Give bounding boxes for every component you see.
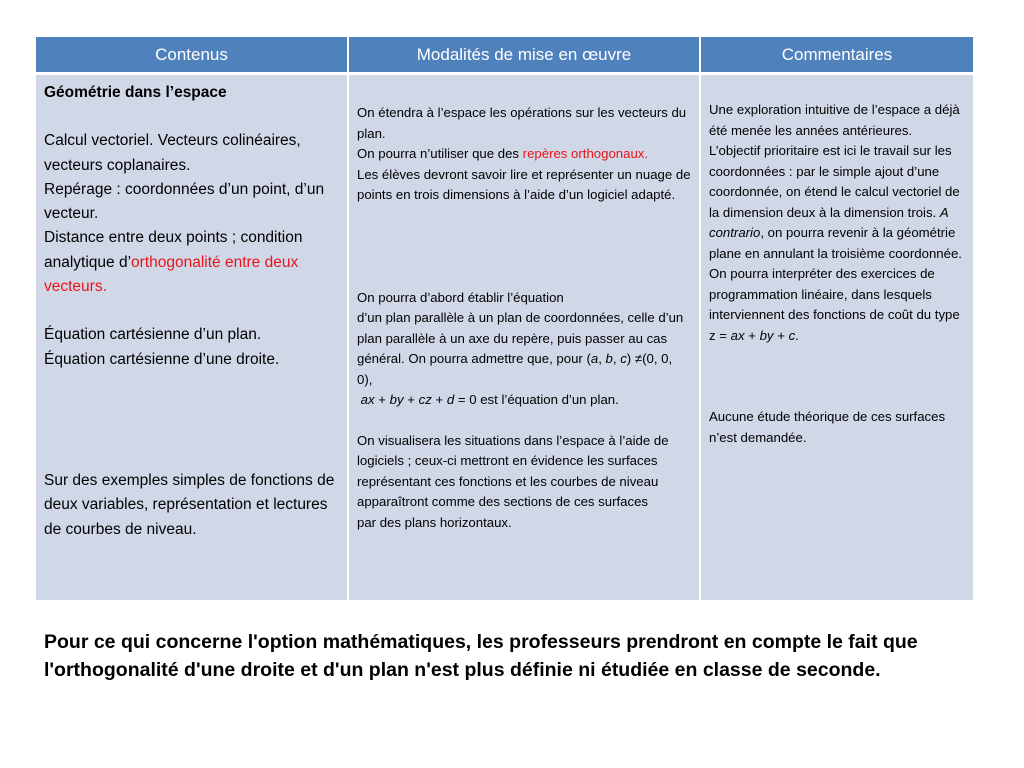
commentaires-programmation [709, 264, 965, 346]
commentaires-exploration [709, 100, 965, 264]
modalites-reperes [357, 144, 691, 165]
nonzero-condition: ) ≠(0, 0, 0), [357, 351, 673, 387]
term-by: by [759, 327, 774, 343]
plus: + [431, 392, 447, 407]
modalites-equation-text [357, 308, 691, 390]
section-title: Géométrie dans l’espace [44, 84, 227, 101]
modalites-equation-formula [357, 390, 691, 411]
plus: + [744, 327, 760, 343]
highlight-orthogonalite: orthogonalité entre deux vecteurs. [44, 253, 299, 296]
contenus-eq-droite: Équation cartésienne d’une droite. [44, 350, 280, 368]
modalites-operations: On étendra à l’espace les opérations sur les vecteurs du plan. [357, 105, 687, 141]
modalites-equation-intro: On pourra d’abord établir l’équation [357, 289, 564, 305]
contenus-distance [44, 226, 339, 299]
contenus-reperage: Repérage : coordonnées d’un point, d’un vecteur. [44, 180, 325, 223]
sep: , [598, 351, 606, 366]
var-a: a [590, 351, 599, 366]
equation-text: d’un plan parallèle à un plan de coordonnées, celle d’un plan parallèle à un axe du repère, puis passer au cas général. On pourra admettre que, pour ( [357, 310, 684, 366]
contenus-courbes: de courbes de niveau. [44, 520, 197, 538]
contenus-fonctions: Sur des exemples simples de fonctions de deux variables, représentation et lectures [44, 471, 335, 514]
plus: + [773, 327, 789, 343]
programmation-text: On pourra interpréter des exercices de programmation linéaire, dans lesquels interviennent des fonctions de coût du type z = [709, 266, 960, 343]
term-ax: ax [360, 392, 375, 407]
highlight-reperes: repères orthogonaux. [522, 146, 649, 161]
header-contenus: Contenus [36, 37, 348, 74]
header-row [36, 37, 973, 74]
modalites-plans-horizontaux: par des plans horizontaux. [357, 514, 512, 530]
term-cz: cz [418, 392, 432, 407]
modalites-nuage: Les élèves devront savoir lire et représenter un nuage de points en trois dimensions à l’aide d’un logiciel adapté. [357, 166, 691, 202]
cell-commentaires [700, 74, 973, 601]
term-c: c [788, 327, 796, 343]
cell-modalites [348, 74, 700, 601]
modalites-visualisation: On visualisera les situations dans l’espace à l’aide de logiciels ; ceux-ci mettront en évidence les surfaces représentant ces fonctions et les courbes de niveau apparaîtront comme des sections de ces surfaces [357, 432, 669, 509]
table-row [36, 74, 973, 601]
option-note: Pour ce qui concerne l'option mathématiques, les professeurs prendront en compte le fait que l'orthogonalité d'une droite et d'un plan n'est plus définie ni étudiée en classe de seconde. [44, 631, 918, 681]
contenus-eq-plan: Équation cartésienne d’un plan. [44, 326, 262, 344]
header-commentaires: Commentaires [700, 37, 973, 74]
program-table [36, 37, 973, 600]
equation-rest: = 0 est l’équation d’un plan. [454, 392, 619, 407]
header-modalites: Modalités de mise en œuvre [348, 37, 700, 74]
var-c: c [620, 351, 627, 366]
a-contrario: A contrario [709, 204, 949, 240]
contenus-vectors: Calcul vectoriel. Vecteurs colinéaires, vecteurs coplanaires. [44, 132, 301, 174]
cell-contenus [36, 74, 348, 601]
reperes-text: On pourra n’utiliser que des [357, 146, 523, 161]
var-b: b [605, 351, 613, 366]
sep: , [612, 351, 621, 366]
term-ax: ax [730, 327, 745, 343]
plus: + [403, 392, 419, 407]
plus: + [374, 392, 390, 407]
commentaires-surfaces: Aucune étude théorique de ces surfaces n’est demandée. [709, 409, 946, 445]
term-d: d [446, 392, 455, 407]
period: . [795, 327, 799, 343]
exploration-text: Une exploration intuitive de l’espace a déjà été menée les années antérieures. L’objectif prioritaire est ici le travail sur les coordonnées : par le simple ajout d’une coordonnée, on étend le calcul vectoriel de la dimension deux à la dimension trois. [709, 102, 960, 220]
exploration-end: , on pourra revenir à la géométrie plane en annulant la troisième coordonnée. [709, 225, 962, 261]
distance-text: Distance entre deux points ; condition analytique d’ [44, 229, 303, 271]
term-by: by [389, 392, 404, 407]
